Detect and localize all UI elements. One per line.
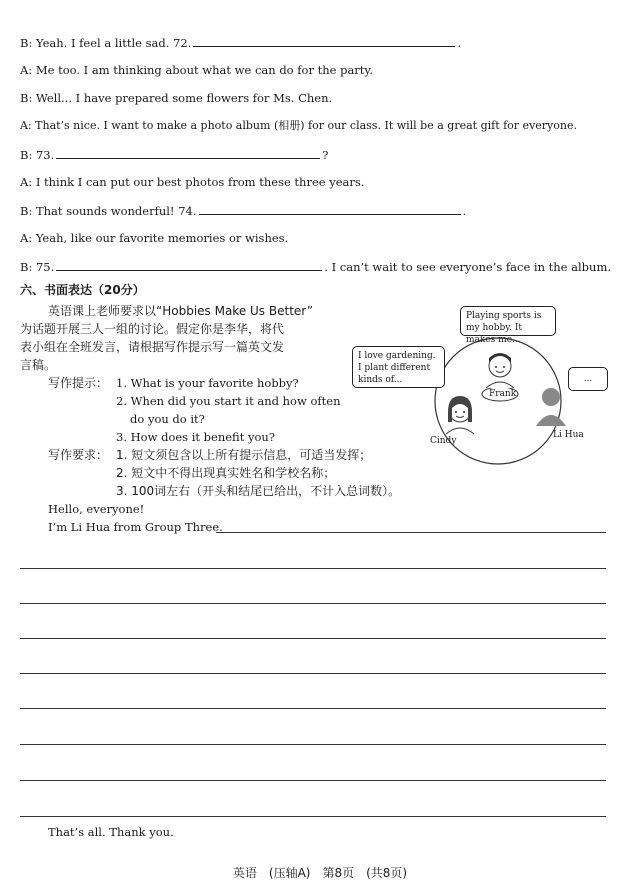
answer-line-first[interactable] (216, 532, 606, 533)
dialogue-line: B: Well... I have prepared some flowers for Ms. Chen. (20, 91, 333, 105)
requirement-item: 2. 短文中不得出现真实姓名和学校名称； (116, 466, 336, 480)
dialogue-line-73: B: 73. ? (20, 148, 329, 162)
answer-blank-73[interactable] (56, 147, 320, 159)
requirement-item: 1. 短文须包含以上所有提示信息，可适当发挥； (116, 448, 372, 462)
cindy-name-label: Cindy (430, 436, 457, 446)
frank-name-label: Frank (489, 389, 517, 399)
opening-text: I’m Li Hua from Group Three. (48, 520, 223, 534)
cindy-figure (446, 396, 474, 434)
lihua-name-label: Li Hua (553, 430, 584, 440)
answer-blank-74[interactable] (199, 203, 461, 215)
lihua-figure (536, 388, 566, 426)
cindy-speech-bubble: I love gardening. I plant different kinds of... (352, 346, 445, 388)
answer-line[interactable] (20, 603, 606, 604)
answer-line[interactable] (20, 708, 606, 709)
answer-line[interactable] (20, 816, 606, 817)
greeting-text: Hello, everyone! (48, 502, 145, 516)
group-discussion-illustration (350, 300, 615, 472)
section-title: 六、书面表达（20分） (20, 283, 145, 297)
dialogue-line-75: B: 75. . I can’t wait to see everyone’s face in the album. (20, 260, 612, 274)
writing-intro: 英语课上老师要求以“Hobbies Make Us Better” 为话题开展三人一组的讨论。假定你是李华，将代 表小组在全班发言，请根据写作提示写一篇英文发 言稿。 (20, 304, 313, 372)
closing-text: That’s all. Thank you. (48, 825, 174, 839)
dialogue-line-72: B: Yeah. I feel a little sad. 72. . (20, 36, 461, 50)
tip-item: 2. When did you start it and how often (116, 394, 341, 408)
answer-line[interactable] (20, 744, 606, 745)
tip-item: 3. How does it benefit you? (116, 430, 276, 444)
tip-item: 1. What is your favorite hobby? (116, 376, 299, 390)
answer-blank-75[interactable] (56, 259, 322, 271)
tip-item: do you do it? (130, 412, 205, 426)
dialogue-line-74: B: That sounds wonderful! 74. . (20, 204, 467, 218)
requirements-label: 写作要求： (48, 448, 109, 462)
lihua-speech-bubble: ... (568, 367, 608, 391)
dialogue-line: A: Yeah, like our favorite memories or wishes. (20, 231, 289, 245)
dialogue-line: A: Me too. I am thinking about what we can do for the party. (20, 63, 374, 77)
tips-label: 写作提示： (48, 376, 109, 390)
dialogue-text: B: Yeah. I feel a little sad. 72. (20, 36, 192, 50)
dialogue-line: A: I think I can put our best photos from these three years. (20, 175, 365, 189)
answer-blank-72[interactable] (193, 35, 455, 47)
answer-line[interactable] (20, 780, 606, 781)
frank-speech-bubble: Playing sports is my hobby. It makes me... (460, 306, 556, 336)
answer-line[interactable] (20, 638, 606, 639)
page-footer: 英语 (压轴A) 第8页 (共8页) (232, 866, 408, 880)
dialogue-line: A: That’s nice. I want to make a photo album (相册) for our class. It will be a great gift for everyone. (20, 119, 577, 132)
requirement-item: 3. 100词左右（开头和结尾已给出，不计入总词数）。 (116, 484, 401, 498)
answer-line[interactable] (20, 673, 606, 674)
answer-line[interactable] (20, 568, 606, 569)
